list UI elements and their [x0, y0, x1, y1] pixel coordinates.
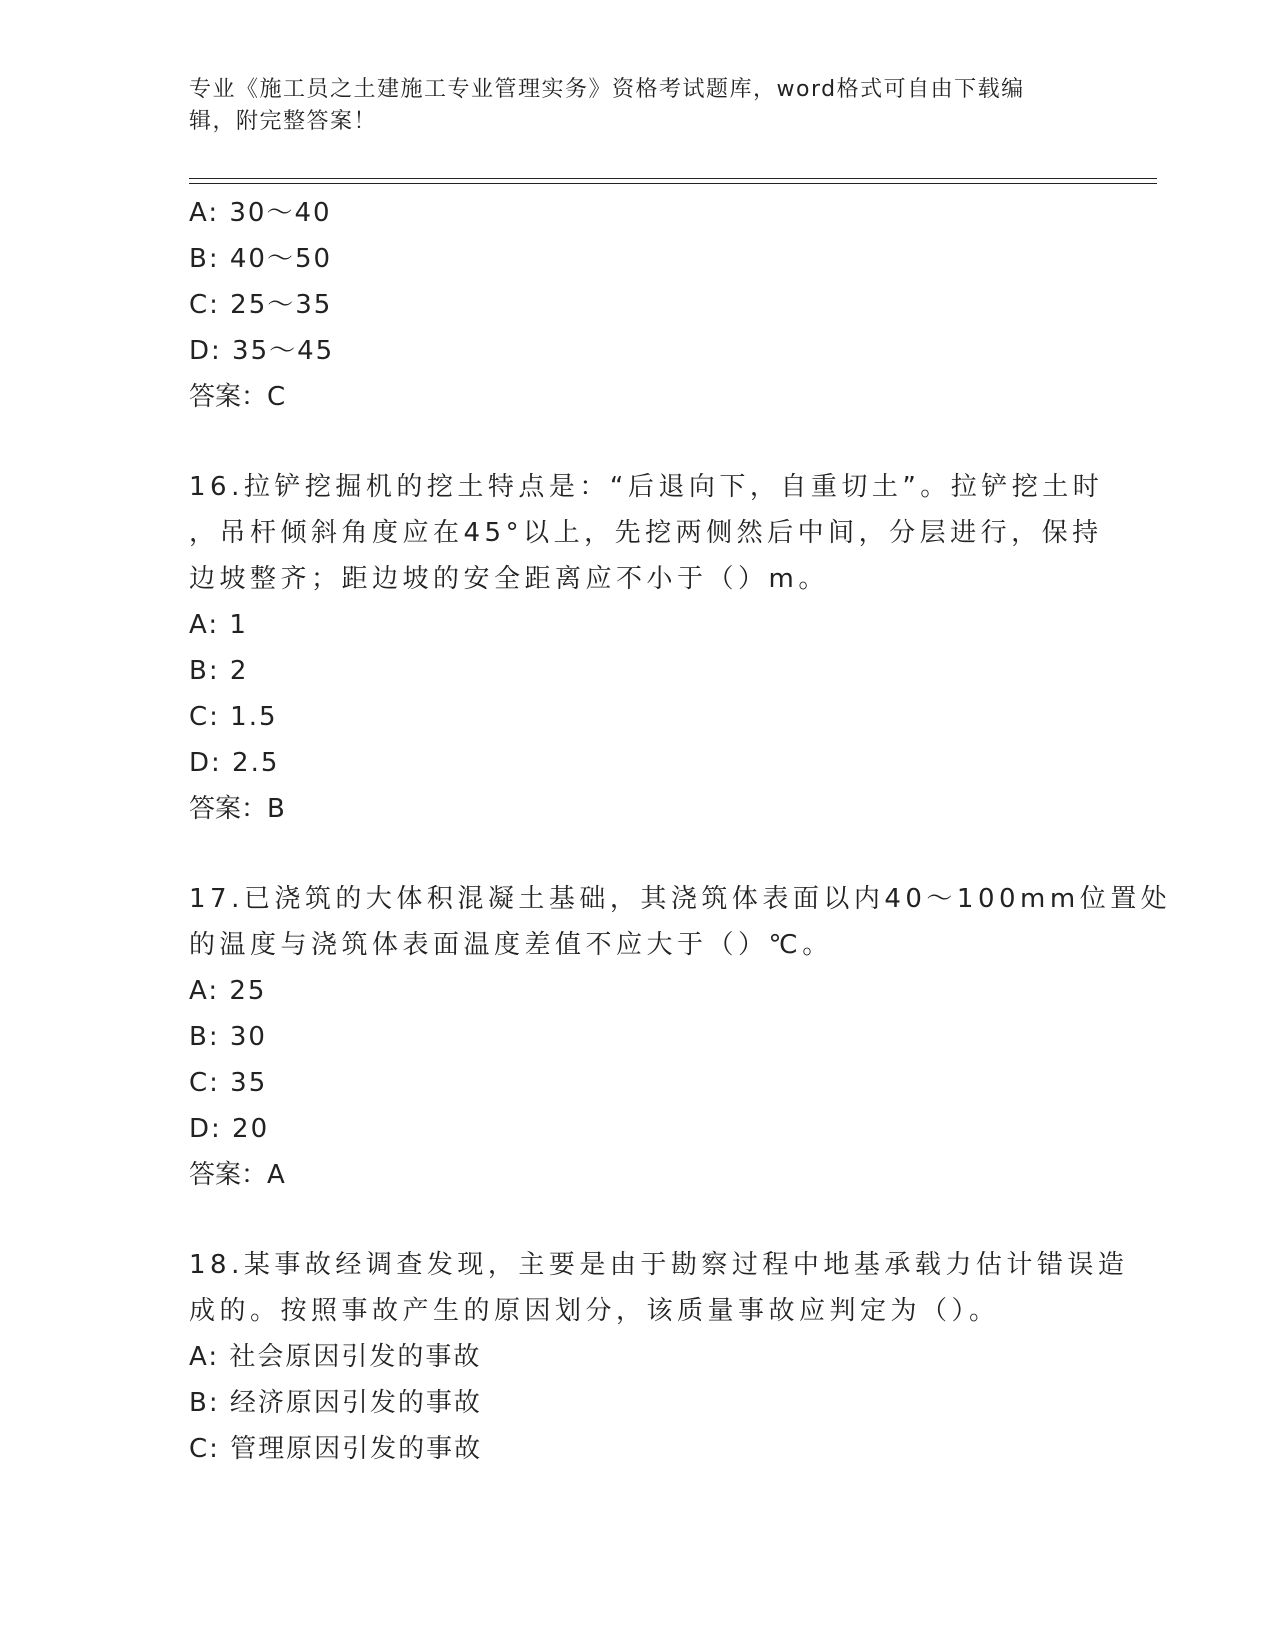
spacer — [189, 1198, 1089, 1242]
header-divider-top — [189, 178, 1157, 179]
question-text-line: 边坡整齐；距边坡的安全距离应不小于（）m。 — [189, 564, 829, 594]
option-b: B: 30 — [189, 1022, 267, 1052]
question-text-line: 16.拉铲挖掘机的挖土特点是：“后退向下，自重切土”。拉铲挖土时 — [189, 472, 1104, 502]
header-line-2: 辑，附完整答案！ — [189, 109, 378, 134]
header-line-1: 专业《施工员之土建施工专业管理实务》资格考试题库，word格式可自由下载编 — [189, 77, 1025, 102]
answer-line: 答案：B — [189, 794, 285, 824]
document-header — [189, 74, 1069, 138]
document-body — [189, 190, 1172, 1472]
option-a: A: 30～40 — [189, 198, 332, 228]
option-d: D: 2.5 — [189, 748, 280, 778]
question-16-block — [189, 464, 1104, 832]
option-d: D: 35～45 — [189, 336, 335, 366]
header-divider-bottom — [189, 183, 1157, 184]
spacer — [189, 420, 1089, 464]
question-text-line: 成的。按照事故产生的原因划分，该质量事故应判定为（）。 — [189, 1296, 1000, 1326]
option-c: C: 1.5 — [189, 702, 278, 732]
option-b: B: 40～50 — [189, 244, 333, 274]
option-a: A: 1 — [189, 610, 248, 640]
option-b: B: 2 — [189, 656, 249, 686]
question-17-block — [189, 876, 1172, 1198]
option-a: A: 25 — [189, 976, 267, 1006]
question-text-line: 18.某事故经调查发现，主要是由于勘察过程中地基承载力估计错误造 — [189, 1250, 1129, 1280]
option-c: C: 35 — [189, 1068, 268, 1098]
question-text-line: ，吊杆倾斜角度应在45°以上，先挖两侧然后中间，分层进行，保持 — [189, 518, 1103, 548]
question-text-line: 的温度与浇筑体表面温度差值不应大于（）℃。 — [189, 930, 833, 960]
option-a: A: 社会原因引发的事故 — [189, 1342, 482, 1372]
question-text-line: 17.已浇筑的大体积混凝土基础，其浇筑体表面以内40～100mm位置处 — [189, 884, 1172, 914]
option-b: B: 经济原因引发的事故 — [189, 1388, 482, 1418]
answer-line: 答案：A — [189, 1160, 285, 1190]
question-15-block — [189, 190, 1089, 420]
option-d: D: 20 — [189, 1114, 270, 1144]
option-c: C: 25～35 — [189, 290, 333, 320]
spacer — [189, 832, 1089, 876]
question-18-block — [189, 1242, 1129, 1472]
answer-line: 答案：C — [189, 382, 286, 412]
option-c: C: 管理原因引发的事故 — [189, 1434, 483, 1464]
